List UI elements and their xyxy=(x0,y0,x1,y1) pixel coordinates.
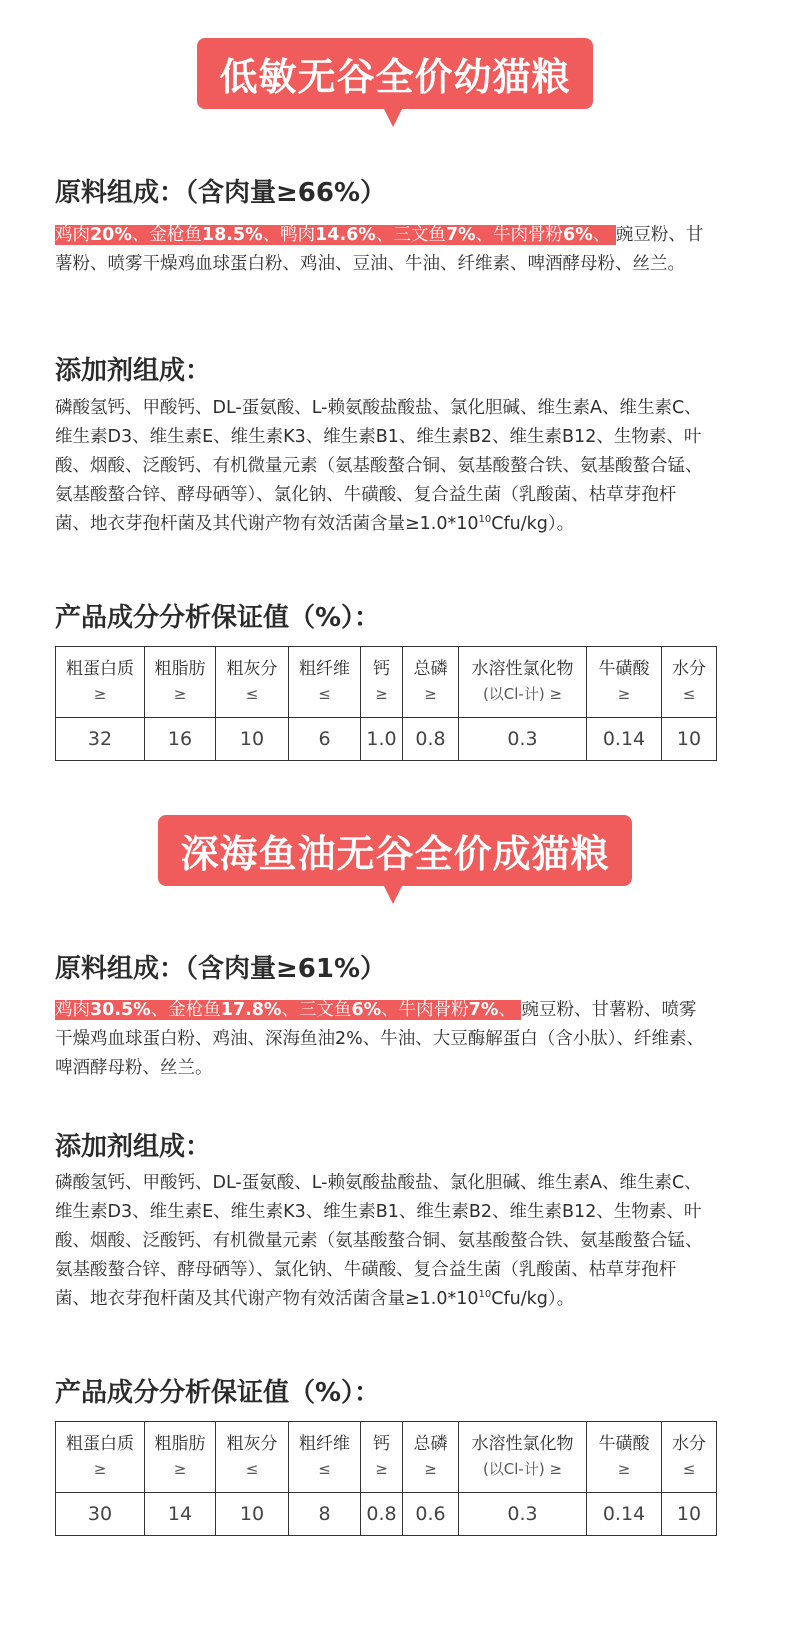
ingredient: 牛肉骨粉7%、 xyxy=(398,1000,516,1020)
table-header-cell: 粗纤维 ≤ xyxy=(289,647,361,718)
table-value-cell: 0.3 xyxy=(459,718,587,761)
table-header-cell: 总磷 ≥ xyxy=(403,1422,459,1493)
other-ingredients: 豌豆粉、甘薯粉、喷雾干燥鸡血球蛋白粉、鸡油、豆油、牛油、纤维素、啤酒酵母粉、丝兰。 xyxy=(55,225,704,274)
title-banner xyxy=(0,38,790,109)
table-value-cell: 6 xyxy=(289,718,361,761)
ingredient: 三文鱼7%、 xyxy=(393,225,494,245)
table-header-cell: 粗脂肪 ≥ xyxy=(145,1422,216,1493)
table-header-cell: 粗灰分 ≤ xyxy=(216,647,289,718)
table-value-cell: 30 xyxy=(56,1493,145,1536)
additives-heading: 添加剂组成： xyxy=(55,1132,212,1162)
ingredient: 金枪鱼17.8%、 xyxy=(168,1000,299,1020)
title-banner xyxy=(0,815,790,886)
ingredient: 牛肉骨粉6%、 xyxy=(493,225,611,245)
highlight-ingredients xyxy=(55,225,616,245)
additives-text: 磷酸氢钙、甲酸钙、DL-蛋氨酸、L-赖氨酸盐酸盐、氯化胆碱、维生素A、维生素C、维生素D3、维生素E、维生素K3、维生素B1、维生素B2、维生素B12、生物素、叶酸、烟酸、泛酸钙、有机微量元素（氨基酸螯合铜、氨基酸螯合铁、氨基酸螯合锰、氨基酸螯合锌、酵母硒等）、氯化钠、牛磺酸、复合益生菌（乳酸菌、枯草芽孢杆菌、地衣芽孢杆菌及其代谢产物有效活菌含量$\ge 1.0*10^{10}Cfu/kg$）。 xyxy=(55,398,703,534)
table-header-row xyxy=(56,647,717,718)
table-header-cell: 水溶性氯化物 (以Cl-计) ≥ xyxy=(459,1422,587,1493)
additives-heading: 添加剂组成： xyxy=(55,356,212,386)
ingredient: 鸡肉30.5%、 xyxy=(55,1000,169,1020)
ingredient: 三文鱼6%、 xyxy=(298,1000,399,1020)
ingredient: 金枪鱼18.5%、 xyxy=(149,225,281,245)
table-value-cell: 0.8 xyxy=(403,718,459,761)
table-value-cell: 16 xyxy=(145,718,216,761)
table-value-row xyxy=(56,1493,717,1536)
table-value-cell: 1.0 xyxy=(361,718,403,761)
table-value-cell: 8 xyxy=(289,1493,361,1536)
table-value-cell: 0.8 xyxy=(361,1493,403,1536)
additives-text: 磷酸氢钙、甲酸钙、DL-蛋氨酸、L-赖氨酸盐酸盐、氯化胆碱、维生素A、维生素C、维生素D3、维生素E、维生素K3、维生素B1、维生素B2、维生素B12、生物素、叶酸、烟酸、泛酸钙、有机微量元素（氨基酸螯合铜、氨基酸螯合铁、氨基酸螯合锰、氨基酸螯合锌、酵母硒等）、氯化钠、牛磺酸、复合益生菌（乳酸菌、枯草芽孢杆菌、地衣芽孢杆菌及其代谢产物有效活菌含量$\ge 1.0*10^{10}Cfu/kg$）。 xyxy=(55,1173,703,1309)
table-header-row xyxy=(56,1422,717,1493)
analysis-table xyxy=(55,646,717,761)
table-header-cell: 粗灰分 ≤ xyxy=(216,1422,289,1493)
table-value-cell: 0.3 xyxy=(459,1493,587,1536)
table-header-cell: 水分 ≤ xyxy=(662,1422,717,1493)
ingredient: 鸡肉20%、 xyxy=(55,225,150,245)
table-value-cell: 14 xyxy=(145,1493,216,1536)
product-title: 低敏无谷全价幼猫粮 xyxy=(197,38,592,109)
other-ingredients: 豌豆粉、甘薯粉、喷雾干燥鸡血球蛋白粉、鸡油、深海鱼油2%、牛油、大豆酶解蛋白（含小肽）、纤维素、啤酒酵母粉、丝兰。 xyxy=(55,1000,705,1078)
table-value-cell: 10 xyxy=(662,718,717,761)
table-header-cell: 钙 ≥ xyxy=(361,1422,403,1493)
raw-materials-text xyxy=(55,221,705,279)
table-header-cell: 总磷 ≥ xyxy=(403,647,459,718)
table-header-cell: 钙 ≥ xyxy=(361,647,403,718)
table-value-cell: 0.14 xyxy=(587,718,662,761)
table-value-cell: 10 xyxy=(662,1493,717,1536)
raw-materials-text xyxy=(55,996,705,1083)
table-value-cell: 0.6 xyxy=(403,1493,459,1536)
analysis-heading: 产品成分分析保证值（%）： xyxy=(55,603,381,633)
table-header-cell: 水溶性氯化物 (以Cl-计) ≥ xyxy=(459,647,587,718)
ingredient: 鸭肉14.6%、 xyxy=(280,225,394,245)
table-value-cell: 10 xyxy=(216,718,289,761)
table-value-cell: 32 xyxy=(56,718,145,761)
table-header-cell: 粗纤维 ≤ xyxy=(289,1422,361,1493)
highlight-ingredients xyxy=(55,1000,521,1020)
analysis-table xyxy=(55,1421,717,1536)
table-header-cell: 粗脂肪 ≥ xyxy=(145,647,216,718)
table-header-cell: 牛磺酸 ≥ xyxy=(587,647,662,718)
raw-materials-heading: 原料组成：（含肉量≥66%） xyxy=(55,178,387,208)
table-header-cell: 水分 ≤ xyxy=(662,647,717,718)
analysis-heading: 产品成分分析保证值（%）： xyxy=(55,1378,381,1408)
table-header-cell: 粗蛋白质 ≥ xyxy=(56,647,145,718)
table-header-cell: 牛磺酸 ≥ xyxy=(587,1422,662,1493)
table-value-cell: 10 xyxy=(216,1493,289,1536)
product-title: 深海鱼油无谷全价成猫粮 xyxy=(158,815,631,886)
table-value-cell: 0.14 xyxy=(587,1493,662,1536)
table-value-row xyxy=(56,718,717,761)
table-header-cell: 粗蛋白质 ≥ xyxy=(56,1422,145,1493)
raw-materials-heading: 原料组成：（含肉量≥61%） xyxy=(55,954,387,984)
